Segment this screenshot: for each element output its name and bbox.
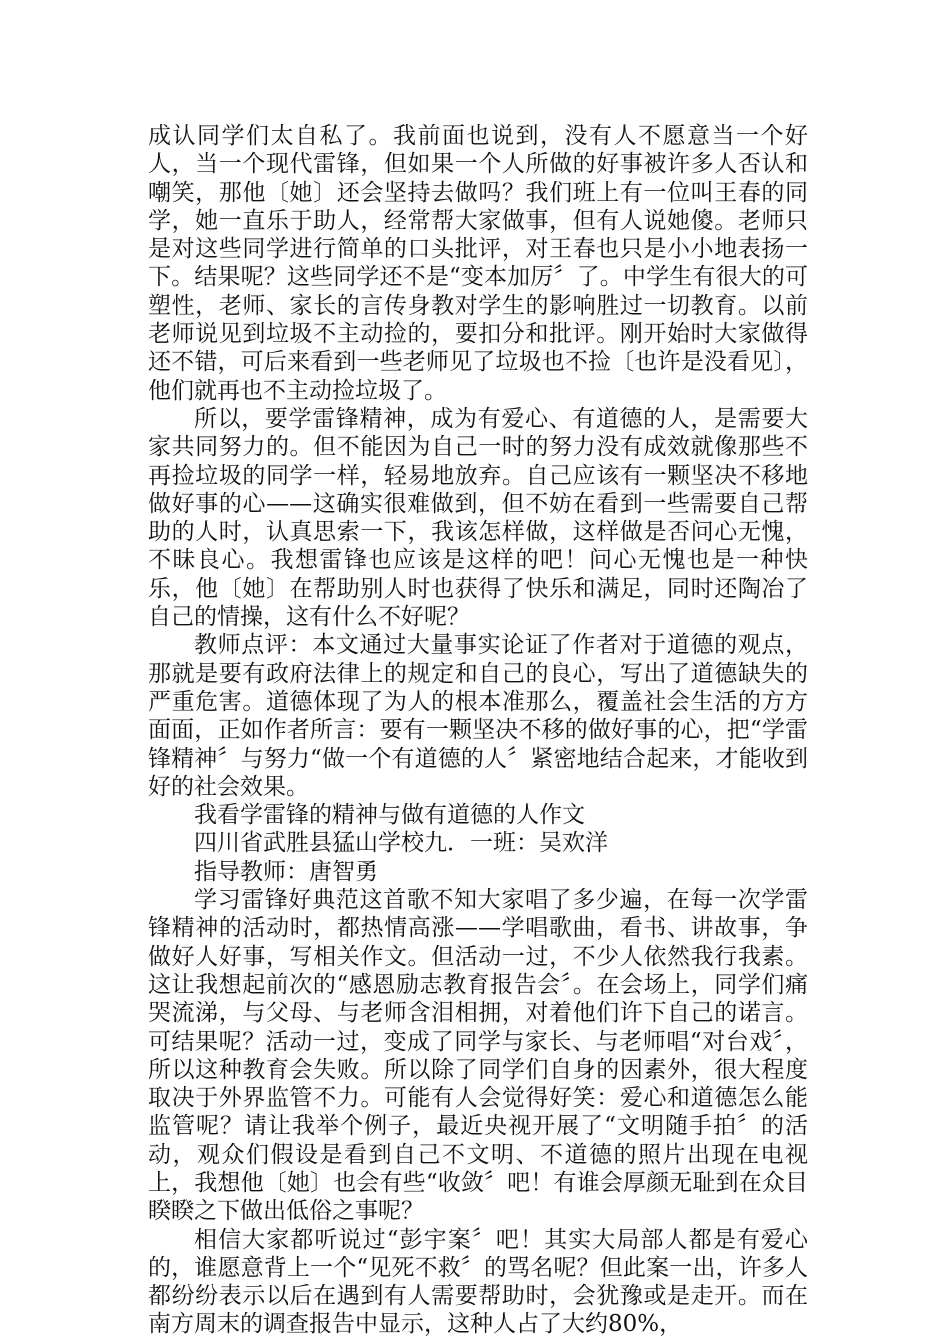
- essay-advisor: 指导教师：唐智勇: [194, 858, 378, 885]
- document-body: [148, 122, 808, 1339]
- paragraph-pengyu-case: 相信大家都听说过“彭宇案〞吧！其实大局部人都是有爱心的，谁愿意背上一个“见死不救〞的骂名呢？但此案一出，许多人都纷纷表示以后在遇到有人需要帮助时，会犹豫或是走开。而在南方周末的调查报告中显示，这种人占了大约80%，: [148, 1226, 808, 1338]
- essay-title: 我看学雷锋的精神与做有道德的人作文: [194, 802, 585, 829]
- paragraph-song: 学习雷锋好典范这首歌不知大家唱了多少遍，在每一次学雷锋精神的活动时，都热情高涨——学唱歌曲，看书、讲故事，争做好人好事，写相关作文。但活动一过，不少人依然我行我素。这让我想起前次的“感恩励志教育报告会〞。在会场上，同学们痛哭流涕，与父母、与老师含泪相拥，对着他们许下自己的诺言。可结果呢？活动一过，变成了同学与家长、与老师唱“对台戏〞，所以这种教育会失败。所以除了同学们自身的因素外，很大程度取决于外界监管不力。可能有人会觉得好笑：爱心和道德怎么能监管呢？请让我举个例子，最近央视开展了“文明随手拍〞的活动，观众们假设是看到自己不文明、不道德的照片出现在电视上，我想他〔她〕也会有些“收敛〞吧！有谁会厚颜无耻到在众目睽睽之下做出低俗之事呢？: [148, 887, 808, 1225]
- paragraph-learn-leifeng: 所以，要学雷锋精神，成为有爱心、有道德的人，是需要大家共同努力的。但不能因为自己一时的努力没有成效就像那些不再捡垃圾的同学一样，轻易地放弃。自己应该有一颗坚决不移地做好事的心——这确实很难做到，但不妨在看到一些需要自己帮助的人时，认真思索一下，我该怎样做，这样做是否问心无愧，不昧良心。我想雷锋也应该是这样的吧！问心无愧也是一种快乐，他〔她〕在帮助别人时也获得了快乐和满足，同时还陶冶了自己的情操，这有什么不好呢？: [148, 405, 808, 631]
- paragraph-continuation: 成认同学们太自私了。我前面也说到，没有人不愿意当一个好人，当一个现代雷锋，但如果一个人所做的好事被许多人否认和嘲笑，那他〔她〕还会坚持去做吗？我们班上有一位叫王春的同学，她一直乐于助人，经常帮大家做事，但有人说她傻。老师只是对这些同学进行简单的口头批评，对王春也只是小小地表扬一下。结果呢？这些同学还不是“变本加厉〞了。中学生有很大的可塑性，老师、家长的言传身教对学生的影响胜过一切教育。以前老师说见到垃圾不主动捡的，要扣分和批评。刚开始时大家做得还不错，可后来看到一些老师见了垃圾也不捡〔也许是没看见〕，他们就再也不主动捡垃圾了。: [148, 123, 808, 404]
- paragraph-teacher-comment: 教师点评：本文通过大量事实论证了作者对于道德的观点，那就是要有政府法律上的规定和自己的良心，写出了道德缺失的严重危害。道德体现了为人的根本准那么，覆盖社会生活的方方面面，正如作者所言：要有一颗坚决不移的做好事的心，把“学雷锋精神〞与努力“做一个有道德的人〞紧密地结合起来，才能收到好的社会效果。: [148, 632, 808, 800]
- essay-author: 四川省武胜县猛山学校九．一班：吴欢洋: [194, 830, 608, 857]
